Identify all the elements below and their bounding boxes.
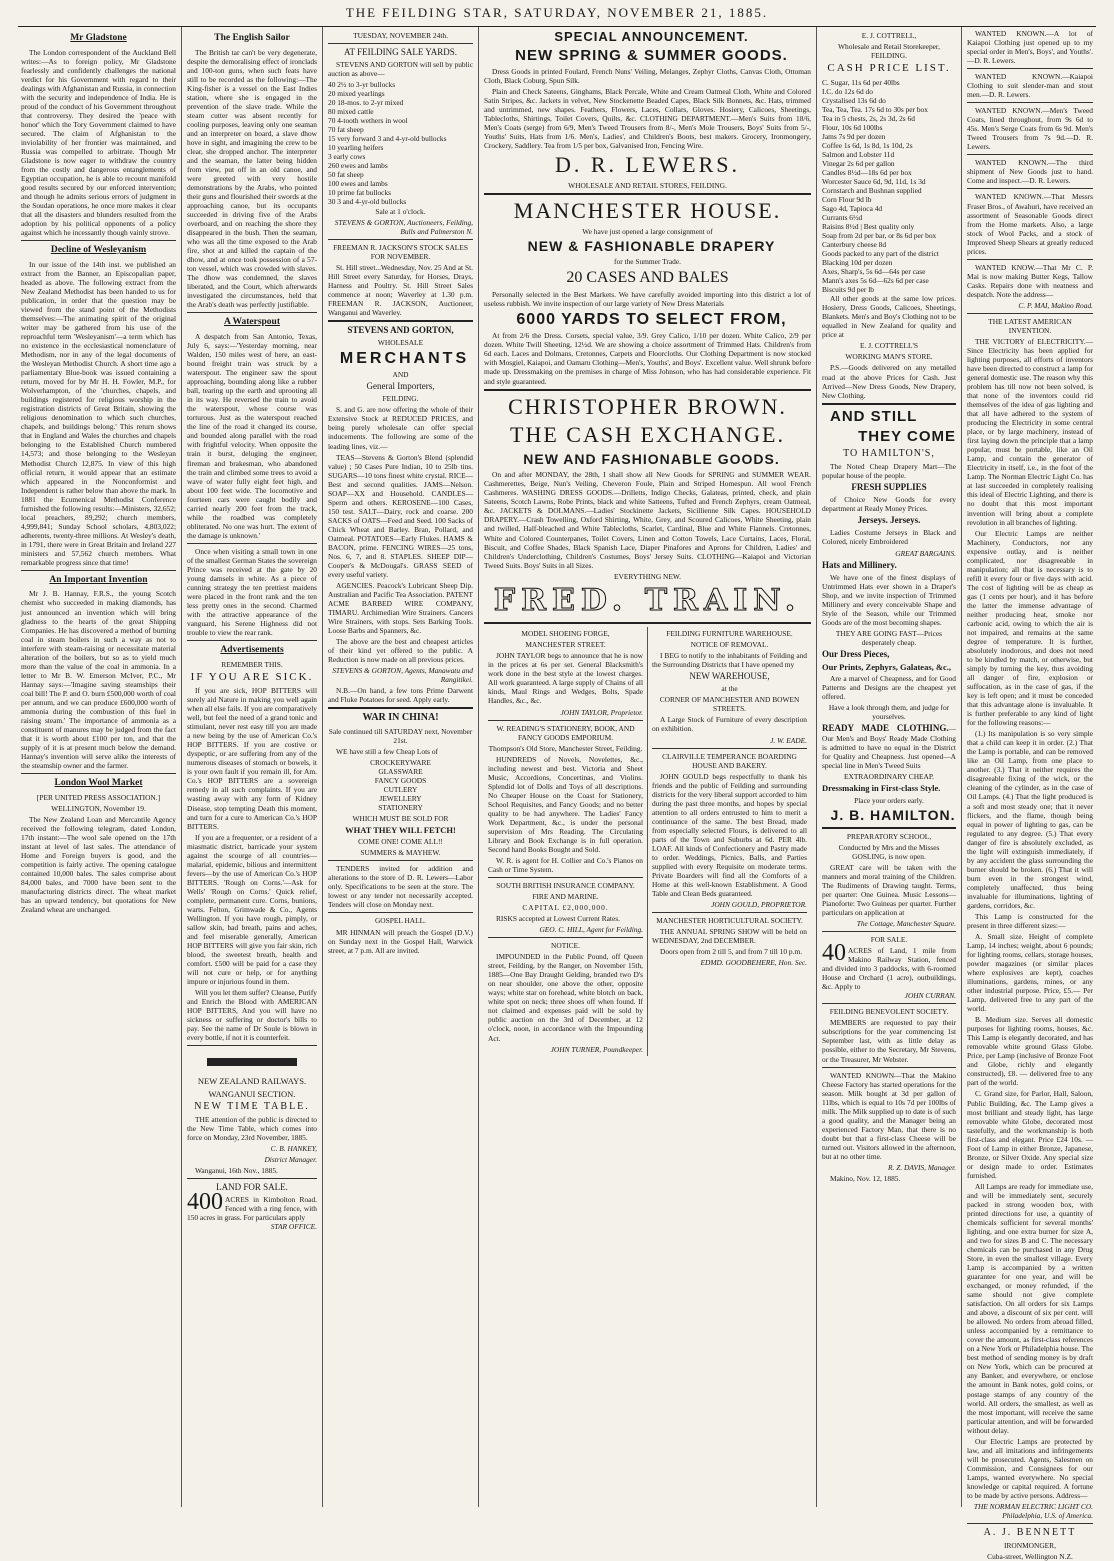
war-sale: Sale continued till SATURDAY next, November 21st. [328, 726, 473, 745]
divider [822, 827, 956, 829]
war-goods-item: GLASSWARE [378, 766, 423, 776]
gospel-notice: MR HINMAN will preach the Gospel (D.V.) on Sunday next in the Gospel Hall, Warwick street, at 7 p.m. All are invited. [328, 927, 473, 955]
jackson-text: St. Hill street...Wednesday, Nov. 25 And at St. Hill Street every Saturday, for Horses, Drays, Harness and Poultry. St. Hill Street Sales commence at noon; Waverley at 1.30 p.m. FREEMAN R. JACKSON, Auctioneer, Wanganui and Waverley. [328, 262, 473, 317]
column-6 [962, 27, 1098, 1561]
divider [187, 543, 317, 544]
war-goods-list [328, 758, 473, 812]
divider [484, 389, 811, 391]
jackson-title: FREEMAN R. JACKSON'S STOCK SALES FOR NOVEMBER. [333, 242, 468, 261]
electric-ordering: All Lamps are ready for immediate use, and will be immediately sent, securely packed in strong wooden box, with printed directions for use, a quantity of chemicals sufficient for several months' lighting, and one extra burner for size A, and two for sizes B and C. The necessary chemicals can be purchased in any Drug Store, in even the smallest village. Every Lamp is accompanied by a written guarantee for one year, and will be exchanged, or money refunded, if the same should not give complete satisfaction. On all orders for six Lamps and above, a discount of six per cent. will be allowed. No orders from abroad filled, unless accompanied by a remittance to cover the amount, as first-class references on a New York or Philadelphia house. The best method of sending money is by draft on New York, which can be procured at any Banker, and everywhere, or enclose the amount in Bank notes, gold coins, or postage stamps of any country of the world. All orders, the smallest, as well as the most important, will receive the same particular attention, and will be forwarded without delay. [967, 1181, 1093, 1435]
horticultural-secretary: EDMD. GOODBEHERE, Hon. Sec. [700, 958, 807, 968]
war-intro: WE have still a few Cheap Lots of [336, 746, 439, 756]
divider [822, 931, 956, 932]
insurance-capital: CAPITAL £2,000,000. [522, 903, 609, 913]
wanted-known-1: WANTED KNOWN.—A lot of Kaiapoi Clothing just opened up to my special order in Men's, Boys', and Youths'.—D. R. Lewers. [967, 29, 1093, 66]
divider [967, 68, 1093, 69]
warehouse-at: at the [721, 684, 738, 694]
cottrell-name: E. J. COTTRELL, [861, 31, 917, 40]
furniture-text: I BEG to notify to the inhabitants of Feilding and the Surrounding Districts that I have opened my [652, 651, 807, 670]
article-waterspout: A despatch from San Antonio, Texas, July 6, says:—'Yesterday morning, near Walden, 150 miles west of here, an east-bound freight train was struck by a waterspout. The engineer saw the spout approaching, bounding along like a rubber ball, tearing up the earth and uprooting all in its way. He reversed the train to avoid the waterspout, whose course was torturous. Just as the waterspout reached the line of the road it changed its course, and bounded along parallel with the road with frightful velocity. When opposite the train it burst, deluging the engineer, fireman and brakesman, who abandoned the train and climbed some trees to avoid a wave of water fully eight feet high, and about 100 feet wide. The locomotive and fourteen cars were caught bodily and carried nearly 200 feet from the track, while the roadbed was completely obliterated. No one was hurt. The extent of the damage is unknown.' [187, 332, 317, 540]
removal-notice: NOTICE OF REMOVAL. [690, 640, 769, 650]
war-goods-item: CUTLERY [383, 784, 418, 794]
cash-exchange-title: THE CASH EXCHANGE. [510, 422, 785, 448]
christopher-brown-title: CHRISTOPHER BROWN. [508, 393, 787, 419]
masthead: THE FEILDING STAR, SATURDAY, NOVEMBER 21, 1885. [18, 0, 1096, 27]
divider [328, 707, 473, 709]
merchants-wholesale: WHOLESALE [377, 337, 424, 347]
insurance-type: FIRE AND MARINE. [532, 892, 599, 902]
railways-date: Wanganui, 16th Nov., 1885. [195, 1166, 278, 1176]
price-item: Cornstarch and Bushnan supplied [822, 185, 922, 195]
land-sale-acres: 400 [187, 1189, 223, 1216]
cheese-factory-date: Makino, Nov. 12, 1885. [830, 1173, 901, 1183]
stock-item: 15 very forward 3 and 4-yr-old bullocks [328, 134, 447, 144]
manchester-yards: 6000 YARDS TO SELECT FROM, [516, 310, 787, 328]
sale-auctioneers: STEVENS & GORTON, Auctioneers, Feilding, Bulls and Palmerston N. [334, 217, 473, 236]
railways-notice: THE attention of the public is directed to the New Time Table, which comes into force on Monday, 23rd November, 1885. [187, 1115, 317, 1143]
manchester-season: for the Summer Trade. [614, 257, 681, 267]
war-goods-item: FANCY GOODS [374, 775, 427, 785]
stock-item: 260 ewes and lambs [328, 161, 388, 171]
hamiltons-title: TO HAMILTON'S, [843, 448, 935, 460]
gospel-title: GOSPEL HALL. [374, 916, 427, 926]
price-item: Goods packed to any part of the district [822, 249, 939, 259]
ready-made-title: READY MADE CLOTHING. [822, 723, 949, 734]
furniture-owner: J. W. EADE. [770, 735, 807, 745]
wool-source: [PER UNITED PRESS ASSOCIATION.] [36, 792, 161, 802]
divider [822, 1003, 956, 1004]
for-sale-acres: 40 [822, 940, 846, 967]
stock-item: 10 yearling heifers [328, 143, 384, 153]
sale-time: Sale at 1 o'clock. [375, 206, 426, 216]
impound-title: NOTICE. [551, 941, 580, 951]
divider [484, 193, 811, 195]
impound-keeper: JOHN TURNER, Poundkeeper. [550, 1044, 643, 1054]
price-item: Jams 7s 9d per dozen [822, 131, 886, 141]
war-goods-item: CROCKERYWARE [370, 757, 431, 767]
divider [21, 240, 176, 241]
price-item: I.C. do 12s 6d do [822, 86, 873, 96]
for-sale-text: ACRES of Land, 1 mile from Makino Railway Station, fenced and divided into 3 paddocks, with 6-roomed House and Orchard (1 acre), outbuildings, &c. Apply to [822, 946, 956, 992]
hamiltons-intro: The Noted Cheap Drapery Mart—The popular house of the people. [822, 462, 956, 481]
divider [488, 720, 643, 721]
hats-going-fast: THEY ARE GOING FAST—Prices desperately cheap. [835, 628, 943, 647]
reading-title: W. READING'S STATIONERY, BOOK, AND FANCY GOODS EMPORIUM. [496, 723, 635, 742]
cash-price-list-title: CASH PRICE LIST. [827, 62, 951, 75]
divider [328, 320, 473, 322]
horticultural-hours: Doors open from 2 till 5, and from 7 till 10 p.m. [660, 947, 803, 957]
divider [187, 640, 317, 641]
manchester-intro: We have just opened a large consignment of [582, 227, 713, 237]
special-announcement: SPECIAL ANNOUNCEMENT. [554, 29, 749, 44]
divider [967, 259, 1093, 260]
price-item: Raisins 8½d | Best quality only [822, 222, 915, 231]
divider [967, 154, 1093, 155]
price-item: Biscuits 9d per lb [822, 285, 874, 295]
manchester-text: Personally selected in the Best Markets. We have carefully avoided importing into this district a lot of useless rubbish. We invite inspection of our large variety of New Dress Materials [484, 289, 811, 308]
fashionable-goods-title: NEW AND FASHIONABLE GOODS. [523, 451, 780, 468]
stock-item: 70 4-tooth wethers in wool [328, 116, 408, 126]
forge-title: MODEL SHOEING FORGE, [521, 629, 610, 639]
land-sale-text: ACRES in Kimbolton Road. Fenced with a ring fence, with 150 acres in grass. For particulars apply [187, 1195, 317, 1223]
electric-size-c: C. Grand size, for Parlor, Hall, Saloon, Public Building, &c. The Lamp gives a most brilliant and steady light, has large removable white Globe, decorated most tastefully, and the workmanship is both first-class and elegant. Price £24 10s. — Foot of Lamp in either Bronze, Japanese, Bronze, or Silver Oxide. Any special size or design made to order. Estimates furnished. [967, 1089, 1093, 1180]
divider [822, 403, 956, 405]
price-item: Corn Flour 9d lb [822, 194, 872, 204]
ready-made-text: —Our Men's and Boys' Ready Made Clothing is admitted to have no equal in the District for Quality and Cheapness. Just opened—A special line in Men's Tweed Suits [822, 724, 956, 771]
article-sailor: The British tar can't be very degenerate, despite the demoralising effect of ironclads and 100-ton guns, when such feats have still to be recorded as the following:—The King-fisher is a vessel on the East Indies station, where she is engaged in the prevention of the slave trade. While the steam cutter was absent recently for cooling purposes, leaving only one seaman and an interpreter on board, a slave dhow hove in sight, and imagining the crew to be clear, she dropped anchor. The interpreter and the seaman, the latter being hidden from view, put off in an old canoe, and were greeted with very hostile demonstrations by the Arabs, who pointed their guns and flourished their swords at the approaching canoe, but its occupants succeeded in driving five of the Arabs overboard, and on reaching the shore they disappeared in the bush. Then the seaman, who was all the time exposed to the Arab fire, shot at and killed the captain of the dhow, and at once took possession of a 57-ton vessel, which was crowded with slaves. The dhow was condemned, the slaves liberated, and the Court, which afterwards investigated the circumstances, held that the Arab's death was perfectly justifiable. [187, 47, 317, 310]
dressmaking-title: Dressmaking in First-class Style. [822, 783, 941, 794]
merchants-importers: General Importers, [366, 381, 435, 392]
hop-bitters-title: IF YOU ARE SICK. [190, 670, 314, 683]
benevolent-text: MEMBERS are requested to pay their subscriptions for the year commencing 1st September last, with as little delay as possible, either to the Secretary, Mr Stevens, or the Treasurer, Mr Webster. [822, 1018, 956, 1064]
prints-title: Our Prints, Zephyrs, Galateas, &c., [822, 661, 951, 672]
train-icon [207, 1050, 297, 1072]
column-4 [479, 27, 817, 1507]
lewers-dress-goods: Dress Goods in printed Foulard, French Nuns' Veiling, Melanges, Zephyr Cloths, Canvas Cloth, Ottoman Cloth, Black Coburg, Spun Silk. [484, 67, 811, 86]
stock-item: 80 mixed cattle [328, 107, 374, 117]
christopher-brown-text: On and after MONDAY, the 28th, I shall show all New Goods for SPRING and SUMMER WEAR. Cashmerettes, Beige, Nun's Veiling, Cheveron Foule, Plain and Striped Homespun. All wool French Cashmeres. WASHING DRESS GOODS.—Drilletts, Indigo Checks, Galateas, printed, check, and plain Sateens, Scotch Lawns, Robe Prints, black and white Satteens, Tufted and French Zephyrs, cream Oatmeal, &c. JACKETS & DOLMANS.—Ladies' Stockinette Jackets, Sicillienne Silk Capes. HOUSEHOLD DRAPERY.—Crash Towelling, Oxford Shirting, White, Grey, and Scoured Calicoes, White Sheeting, plain and twilled, Half-bleached and White Tablecloths, Scarlet, Cardinal, Blue and White Flannels. Cretonnes, White and Colored Counterpanes, Toilet Covers, Linen and Cotton Towels, Lace Curtains, Laces, Floral, Biscuit, and Coffee Shades, Black Spanish Lace, Diaper Pinafores and Aprons for Children, Ladies' and Children's Underclothing, Children's Costumes, Boys' Jersey Suits. CLOTHING—Kaiapoi and Victorian Tweed Suits. Boys' Suits in all Sizes. [484, 470, 811, 570]
electric-size-a: A. Small size. Height of complete Lamp, 14 inches; weight, about 6 pounds; for lighting rooms, cellars, storage houses, powder magazines (or similar places where explosives are kept), coaches illuminations, gardens, mines, or any other industrial purpose. Price, £5.— Per Lamp, delivered free to any part of the world. [967, 931, 1093, 1014]
price-item: Canterbury cheese 8d [822, 240, 887, 250]
article-invention: Mr J. B. Hannay, F.R.S., the young Scotch chemist who succeeded in making diamonds, has just announced an invention which will bring gladness to the hearts of the great Shipping Companies. He has discovered a method of burning coal in steam boilers in such a way as not to interfere with steam-raising or necessitate material alteration of the boilers, but so as to yield much more than the value of the coal in ammonia. In a letter to Mr B. W. Emerson McIver, P.C., Mr Hannay says:—'Imagine saving steamships their coal bill! The P. and O. burn £500,000 worth of coal per annum, and we can produce £600,000 worth of ammonia during the combustion of this fuel in raising steam.' The importance of ammonia as a constituent of manures may be judged from the fact that it is worth about £100 per ton, and that the supply of it is at present much below the demand. Hannay's invention will serve alike the interests of the steamship owner and the farmer. [21, 589, 176, 771]
stock-item: 100 ewes and lambs [328, 179, 388, 189]
stock-item: 50 fat sheep [328, 170, 364, 180]
merchants-lines: TEAS—Stevens & Gorton's Blend (splendid value) ; 50 Cases Pure Indian, 10 to 25lb tins. SUGARS—10 tons finest white crystal. RICE—Best and second qualities. JAMS—Nelson. SOAP—XX and Household. CANDLES—Sperm and others. KEROSENE—100 Cases, 150 test. SALT—Dairy, rock and coarse. 200 SACKS of OATS—Feed and Seed. 100 Sacks of Chick Wheat and Barley. Bran, Pollard, and Oatmeal. POTATOES—Early Flukes. HAMS & BACON, prime. FENCING WIRES—25 tons, Nos. 6, 7, and 8. STAPLES. SHEEP DIP—Cooper's & McDougal's. GRASS SEED of every useful variety. [328, 452, 473, 579]
stock-item: 20 18-mos. to 2-yr mixed [328, 98, 404, 108]
bennett-address: Cuba-street, Wellington N.Z. [987, 1552, 1073, 1561]
divider [328, 912, 473, 913]
spring-summer-title: NEW SPRING & SUMMER GOODS. [515, 46, 788, 64]
stock-item: 20 mixed yearlings [328, 89, 385, 99]
benevolent-title: FEILDING BENEVOLENT SOCIETY. [829, 1007, 949, 1017]
manchester-cases: 20 CASES AND BALES [566, 269, 729, 287]
divider [652, 912, 807, 913]
prints-text: Are a marvel of Cheapness, and for Good Patterns and Designs are the cheapest yet offered. [822, 674, 956, 702]
divider [328, 860, 473, 861]
price-item: Sago 4d, Tapioca 4d [822, 203, 883, 213]
school-title: PREPARATORY SCHOOL, [846, 831, 932, 841]
price-item: Candles 8½d—18s 6d per box [822, 167, 912, 177]
price-item: Tea in 5 chests, 2s, 2s 3d, 2s 6d [822, 113, 915, 123]
they-come-title: THEY COME [858, 427, 956, 445]
price-item: Soap from 2d per bar, or 8s 6d per box [822, 231, 937, 241]
cheese-factory-manager: R. Z. DAVIS, Manager. [888, 1162, 956, 1172]
column-3 [323, 27, 479, 1507]
column-1 [16, 27, 182, 1507]
heading-gladstone: Mr Gladstone [70, 33, 127, 43]
electric-title: THE LATEST AMERICAN INVENTION. [988, 316, 1072, 335]
ready-made-cheap: EXTRAORDINARY CHEAP. [843, 772, 935, 782]
divider [822, 1067, 956, 1068]
heading-waterspout: A Waterspout [223, 317, 281, 328]
bennett-trade: IRONMONGER, [1004, 1541, 1056, 1551]
for-sale-contact: JOHN CURRAN. [904, 991, 956, 1001]
divider [21, 773, 176, 774]
price-item: Coffee 1s 6d, 1s 8d, 1s 10d, 2s [822, 140, 913, 150]
cottrell-store: E. J. COTTRELL'S [860, 341, 918, 351]
reading-text: HUNDREDS of Novels, Novelettes, &c., including newest and best. Victoria and Sheet Music, Accordions, Concertinas, and Violins. Splendid lot of Dolls and Toys of all descriptions. No Cheaper House on the Coast for Stationery, School Requisites, and Fancy Goods; and no better quality to be had anywhere. The Ladies' Fancy Work Department, &c., is under the personal supervision of Mrs Reading. The Circulating Library and Book Exchange is in full operation. Second hand Books Bought and Sold. [488, 754, 643, 854]
bennett-name: A. J. BENNETT [983, 1526, 1077, 1538]
hop-bitters-text-1: If you are sick, HOP BITTERS will surely aid Nature in making you well again when all else fails. If you are comparatively well, but feel the need of a grand tonic and stimulant, never rest easy till you are made a new being by the use of American Co.'s HOP BITTERS. If you are costive or dyspeptic, or are suffering from any of the numerous diseases of stomach or bowels, it is your own fault if you remain ill, for Am. Co.'s HOP BITTERS are a sovereign remedy in all such complaints. If you are wasting away with any form of Kidney Disease, stop tempting Death this moment, and turn for a cure to American Co.'s HOP BITTERS. [187, 686, 317, 831]
and-still-title: AND STILL [830, 407, 918, 425]
hamilton-name: J. B. HAMILTON. [830, 806, 956, 823]
price-item: Currants 6½d [822, 212, 863, 222]
hats-title: Hats and Millinery. [822, 559, 897, 570]
divider [488, 877, 643, 878]
wanted-known-6: WANTED KNOW.—That Mr C. P. Mai is now making Butter Kegs, Tallow Casks. Repairs done with neatness and despatch. Note the address— [967, 262, 1093, 299]
divider [967, 1523, 1093, 1524]
merchants-offer: S. and G. are now offering the whole of their Extensive Stock at REDUCED PRICES, and being purely wholesale can offer special inducements. The following are some of the leading lines, viz.— [328, 405, 473, 451]
merchants-title: MERCHANTS [339, 349, 470, 367]
tenders-notice: TENDERS invited for addition and alterations to the store of D. R. Lewers—Labor only. Specifications to be seen at the store. The lowest or any tender not necessarily accepted. Tenders will close on Monday next. [328, 864, 473, 910]
price-item: Blacking 10d per dozen [822, 258, 893, 268]
new-warehouse: NEW WAREHOUSE, [689, 671, 770, 682]
hop-bitters-remember: REMEMBER THIS. [221, 659, 283, 669]
reading-agent: W. R. is agent for H. Collier and Co.'s Pianos on Cash or Time System. [488, 855, 643, 874]
manchester-drapery: NEW & FASHIONABLE DRAPERY [527, 238, 776, 255]
school-address: The Cottage, Manchester Square. [856, 919, 956, 929]
article-wesleyanism: In our issue of the 14th inst. we published an extract from the Banner, an Episcopalian paper, headed as above. The following extract from the New Zealand Methodist has been handed to us for publication, in order that the question may be viewed from the stand point of the Methodists themselves:—The animating spirit of the original writer may be gathered from his use of the reproachful term 'Wesleyanism'—a term which has no existence in the ecclesiastical nomenclature of Methodism, nor in any of the legal documents of the Wesleyan Methodist Church. A short time ago a parliamentary Blue-book was issued containing a return, moved for by Mr H. H. Fowler, M.P., for Wolverhampton, of the 'churches, chapels, and buildings registered for religious worship in the registration districts of Great Britain, showing the religious denomination to which such churches, chapels, and buildings belong.' This return shows that in England and Wales the churches and chapels belonging to the Established Church numbered 14,573; and those belonging to the Wesleyan Methodist Church 12,875. In view of this high official return, it would appear that an estimate which appeared in the Nonconformist and Independent is rather below than above the mark. In 1881 the Ecumenical Methodist Conference furnished the following results:—Ministers, 32,652; local preachers, 89,292; church members, 4,999,841; Sunday School scholars, 4,803,022; adherents, twenty-three millions. At Wesley's death, in 1791, there were in Great Britain and Ireland 227 ministers and 57,562 church members. What remarkable progress since that time! [21, 259, 176, 567]
clairville-owner: JOHN GOULD, PROPRIETOR. [711, 900, 807, 910]
manchester-details: At from 2/6 the Dress. Corsets, special value, 3/9. Grey Calico, 1/10 per dozen. White Calico, 2/9 per dozen. White Twill Sheeting, 12½d. We are showing a choice assortment of Trimmed Hats. Children's from 6d each. Laces and Dolmans, Cretonnes, Carpets and Floorcloths. Our Clothing Department is now stocked with Mosgiel, Kaiapoi, and Oamaru Clothing—Men's, Youths', and Boys'. Excellent value. Well shrunk before made up. Dressmaking on the premises in charge of Miss Johnson, who has had considerable experience. Fit and style guaranteed. [484, 331, 811, 386]
railways-section: WANGANUI SECTION. [208, 1088, 296, 1099]
stock-item: 40 2½ to 3-yr bullocks [328, 80, 396, 90]
lewers-goods-list: Plain and Check Sateens, Ginghams, Black Percale, White and Cream Oatmeal Cloth, White and Colored Satin Stripes, &c. Jackets in velvet, New Stockenette Beaded Capes, Black Silk Bonnets, &c. Hats, trimmed and untrimmed, new shapes. Feathers, Flowers, Laces, Collars, Gloves. Hosiery, Calicoes, Sheetings, Tablecloths, Shirtings, Toilet Covers, Quilts, &c. CLOTHING DEPARTMENT.—Men's Suits from 18/6, Men's Coats (serge) from 6/9, Men's Tweed Trousers from 8/-, Men's Mole Trousers, Boys' Suits from 5/-, Youths' Suits, Hats from 1/6. Men's, Ladies', and Children's Boots, best makers. Grocery, Ironmongery, Crockery, Saddlery. Tea from 1/5 per box, Galvanised Iron, Fencing Wire. [484, 87, 811, 151]
divider [967, 313, 1093, 314]
sale-venue: AT FEILDING SALE YARDS. [343, 47, 457, 58]
divider [652, 748, 807, 749]
price-item: Worcester Sauce 6d, 9d, 11d, 1s 3d [822, 176, 926, 186]
school-conductors: Conducted by Mrs and the Misses GOSLING, is now open. [838, 842, 940, 861]
divider [488, 937, 643, 938]
merchants-nb: N.B.—On hand, a few tons Prime Darwent and Fluke Potatoes for seed. Apply early. [328, 686, 473, 705]
divider [484, 622, 811, 624]
for-sale-title: FOR SALE. [870, 935, 908, 945]
wanted-known-4: WANTED KNOWN.—The third shipment of New Goods just to hand. Come and inspect.—D. R. Lewers. [967, 158, 1093, 186]
fresh-supplies-title: FRESH SUPPLIES [851, 482, 927, 493]
merchants-name: STEVENS AND GORTON, [347, 324, 454, 335]
electric-company: THE NORMAN ELECTRIC LIGHT CO. Philadelphia, U.S. of America. [973, 1501, 1093, 1520]
cottrell-working-man: WORKING MAN'S STORE. [845, 352, 933, 362]
furniture-stock: A Large Stock of Furniture of every description on exhibition. [652, 715, 807, 734]
wanted-known-2: WANTED KNOWN.—Kaiapoi Clothing to suit slender-man and stout men.—D. R. Lewers. [967, 72, 1093, 100]
merchants-agents: STEVENS & GORTON, Agents, Manawatu and Rangitikei. [332, 666, 473, 685]
stock-item: 3 early cows [328, 152, 366, 162]
cheese-factory-text: WANTED KNOWN—That the Makino Cheese Factory has started operations for the season. Milk bought at 3d per gallon of 11lbs, which is equal to 10s 7d per 100lbs of milk. The Milk supplied up to date is of such a good quality, and the Manager being an experienced Factory Man, that there is no doubt but that a first-class Cheese will be turned out. Visitors allowed in the afternoon, but at no other time. [822, 1070, 956, 1161]
war-title: WAR IN CHINA! [362, 712, 439, 724]
divider [21, 570, 176, 571]
price-item: Axes, Sharp's, 5s 6d—64s per case [822, 267, 926, 277]
electric-size-b: B. Medium size. Serves all domestic purposes for lighting rooms, houses, &c. This Lamp is elegantly decorated, and has removable white ground Glass Globe. Price, per Lamp (inclusive of Bronze Foot and Globe, richly and elegantly constructed), £8. — delivered free to any part of the world. [967, 1015, 1093, 1088]
heading-invention: An Important Invention [49, 574, 148, 585]
warehouse-corner: CORNER OF MANCHESTER AND BOWEN STREETS. [659, 695, 800, 714]
heading-wool-market: London Wool Market [54, 778, 143, 789]
column-5 [817, 27, 962, 1507]
railways-title: NEW ZEALAND RAILWAYS. [197, 1076, 307, 1087]
wanted-known-6-address: C. P. MAI, Makino Road. [1018, 300, 1093, 310]
forge-owner: JOHN TAYLOR, Proprietor. [560, 707, 643, 717]
electric-agents: Our Electric Lamps are protected by law, and all imitations and infringements will be prosecuted. Agents, Salesmen on Commission, and Consignees for our Lamps, wanted everywhere. No special knowledge or capital required. A fortune to be made by active persons. Address— [967, 1436, 1093, 1500]
jerseys-text: Ladies Costume Jerseys in Black and Colored, nicely Embroidered [822, 528, 956, 547]
article-german-prince: Once when visiting a small town in one of the smallest German States the sovereign Prince was received at the gate by 20 young damsels in white. As a piece of cunning strategy the ten prettiest maidens were placed in the front rank and the ten less pretty ones in the second. Charmed with the attractive appearance of the vanguard, his Serene Highness did not trouble to view the rear rank. [187, 546, 317, 638]
everything-new: EVERYTHING NEW. [613, 571, 682, 581]
sale-date: TUESDAY, NOVEMBER 24th. [353, 31, 448, 40]
war-sellers: SUMMERS & MAYHEW. [360, 848, 441, 858]
jerseys-bargains: GREAT BARGAINS. [895, 548, 956, 558]
price-item: Mann's axes 5s 6d—62s 6d per case [822, 276, 929, 286]
price-item: Salmon and Lobster 11d [822, 149, 895, 159]
railways-role: District Manager. [264, 1155, 317, 1165]
manchester-house-title: MANCHESTER HOUSE. [513, 198, 782, 224]
reading-address: Thompson's Old Store, Manchester Street, Feilding. [488, 743, 643, 753]
insurance-text: RISKS accepted at Lowest Current Rates. [496, 914, 620, 924]
stock-item: 10 prime fat bullocks [328, 188, 392, 198]
war-goods-item: JEWELLERY [379, 793, 422, 803]
furniture-title: FEILDING FURNITURE WAREHOUSE. [666, 629, 793, 639]
jerseys-title: Jerseys. Jerseys. [857, 515, 921, 526]
wanted-known-3: WANTED KNOWN.—Men's Tweed Coats, lined throughout, from 9s 6d to 45s. Men's Serge Coats from 6s 9d. Men's Tweed Trousers from 7s 9d.—D. R. Lewers. [967, 106, 1093, 152]
heading-sailor: The English Sailor [214, 33, 290, 43]
divider [328, 43, 473, 44]
war-goods-item: STATIONERY [378, 802, 423, 812]
stock-item: 70 fat sheep [328, 125, 364, 135]
price-list [822, 78, 956, 295]
horticultural-title: MANCHESTER HORTICULTURAL SOCIETY. [656, 916, 803, 926]
heading-wesleyanism: Decline of Wesleyanism [50, 245, 147, 256]
war-fetch: WHAT THEY WILL FETCH! [345, 824, 456, 835]
lewers-stores: WHOLESALE AND RETAIL STORES, FEILDING. [568, 181, 727, 191]
hop-bitters-text-2: If you are a frequenter, or a resident of a miasmatic district, barricade your system against the scourge of all countries—malarial, epidemic, bilious and intermittent fevers—by the use of American Co.'s HOP BITTERS. 'Rough on Corns.'—Ask for Wells' 'Rough on Corns.' Quick relief, complete, permanent cure. Corns, bunions, warts. Felton, Grimwade & Co., Agents Wellington. If you have rough, pimply, or sallow skin, bad breath, pains and aches, and feel miserable generally, American HOP BITTERS will give you fair skin, rich blood, the sweetest breath, health and comfort. £500 will be paid for a case they will not cure or help, or for anything impure or injurious found in them. [187, 832, 317, 987]
cottrell-role: Wholesale and Retail Storekeeper, FEILDING. [838, 42, 940, 61]
merchants-town: FEILDING. [382, 394, 419, 404]
clairville-title: CLAIRVILLE TEMPERANCE BOARDING HOUSE AND BAKERY. [662, 751, 797, 770]
lewers-name: D. R. LEWERS. [554, 152, 741, 178]
horticultural-show: THE ANNUAL SPRING SHOW will be held on WEDNESDAY, 2nd DECEMBER. [652, 927, 807, 946]
price-item: C. Sugar, 11s 6d per 40lbs [822, 77, 900, 87]
divider [187, 312, 317, 313]
column-2 [182, 27, 323, 1507]
impound-text: IMPOUNDED in the Public Pound, off Queen street, Feilding, by the Ranger, on November 15th, 1885—One Bay Draught Gelding, branded two D's on near shoulder, one above the other, opposite ways; white star on forehead, white blotch on back, white spot on neck; three shoes off when found. If not claimed and expenses paid will be sold by public auction on the 3rd of December, at 12 o'clock, noon, in accordance with the Impounding Act. [488, 952, 643, 1043]
stock-item: 30 3 and 4-yr-old bullocks [328, 197, 407, 207]
dress-pieces-title: Our Dress Pieces, [822, 648, 890, 659]
article-gladstone: The London correspondent of the Auckland Bell writes:—As to foreign policy, Mr Gladstone fearlessly and confidently challenges the national verdict for his Government with regard to their dealings with Afghanistan and Russia, in connection with the security and independence of India. He is proud of the conduct of his Government throughout that controversy. They desired the 'peace with honor' which the Tory Government claimed to have secured. The claim of Afghanistan to the inviolability of her frontier was maintained, and Russia was compelled to arbitrate. Though Mr Gladstone is now eager to withdraw the country from the costly and dangerous entanglements of Egyptian occupation, he is able to recount manifold good results secured by our enforced intervention; and though he admits serious errors of judgment in the Soudan operations, he once more makes it clear that all the disasters and blunders resulted from the adoption by his political opponents of a policy against which he incessantly though vainly strove. [21, 47, 176, 238]
divider [967, 102, 1093, 103]
divider [187, 1178, 317, 1179]
land-sale-title: LAND FOR SALE. [216, 1182, 288, 1193]
price-item: Crystalised 13s 6d do [822, 95, 886, 105]
school-text: GREAT care will be taken with the manners and moral training of the Children. The Rudiments of Drawing taught. Terms, per quarter: One Guinea. Music Lessons—Pianoforte: Two Guineas per quarter. Further particulars on application at [822, 862, 956, 918]
hats-text: We have one of the finest displays of Untrimmed Hats ever shown in a Draper's Shop, and we invite inspection of Trimmed Millinery and every conceivable Shape and Style of the Season, while our Trimmed Goods are of the most becoming shapes. [822, 572, 956, 627]
merchants-and: AND [392, 370, 409, 380]
hop-bitters-text-3: Will you let them suffer? Cleanse, Purify and Enrich the Blood with AMERICAN HOP BITTERS, And you will have no sickness or suffering or doctor's bills to pay. See the name of Dr Soule is blown in every bottle, if not it is counterfeit. [187, 988, 317, 1043]
clairville-text: JOHN GOULD begs respectfully to thank his friends and the public of Feilding and surrounding districts for the very liberal support accorded to him during the past three months, and hopes by special attention to all orders entrusted to him to merit a continuance of the same. The best Bread, made from especially selected Flours, is delivered to all parts of the Town and Suburbs at 6d. PER 4lb. LOAF. All kinds of Confectionery and Pastry made to order. Weddings, Picnics, Balls, and Parties supplied with every Requisite on moderate terms. Private Boarders will find all the Comforts of a Home at this well-known Establishment. A Good Table and Clean Beds guaranteed. [652, 771, 807, 898]
land-sale-contact: STAR OFFICE. [270, 1222, 317, 1232]
prints-look: Have a look through them, and judge for yourselves. [828, 703, 950, 722]
sale-intro: STEVENS AND GORTON will sell by public auction as above— [328, 60, 473, 79]
divider [967, 188, 1093, 189]
forge-street: MANCHESTER STREET. [525, 640, 606, 650]
divider [187, 1045, 317, 1046]
cottrell-ps: P.S.—Goods delivered on any metalled road at the above Prices for Cash. Just Arrived—New Dress Goods, New Drapery, New Clothing. [822, 363, 956, 400]
price-item: Tea, Tea, Tea. 17s 6d to 30s per box [822, 104, 928, 114]
price-item: Flour, 10s 6d 100lbs [822, 122, 883, 132]
article-wool-market: The New Zealand Loan and Mercantile Agency received the following telegram, dated London, 17th instant:—The wool sale opened on the 17th instant at level of last sales. The attendance of Home and Foreign buyers is good, and the competition is fairly active. The opening catalogue contained 10,000 bales. The sales comprise about 84,000 bales, and 7000 have been sent to the manufacturing districts direct. The wheat market has an upward tendency, but quotations for New Zealand wheat are unchanged. [21, 814, 176, 915]
insurance-title: SOUTH BRITISH INSURANCE COMPANY. [496, 881, 635, 891]
forge-text: JOHN TAYLOR begs to announce that he is now in the prices at 6s per set. General Blacksmith's work done in the best style at the lowest charges. All work guaranteed. A large supply of Chains of all kinds, Maul Rings and Wedges, Bolts, Spade Handles, &c., &c. [488, 651, 643, 706]
electric-reasons: (1.) Its manipulation is so very simple that a child can keep it in order. (2.) That the Lamp is portable, and can be removed like an Oil Lamp, from one place to another. (3.) That it neither requires the disagreeable fixing of the wick, or the cleaning of the cylinder, as in the case of Oil Lamps. (4.) That the light produced is a soft and most steady one; that it never flickers, and the flame, though being equal in power of lighting to gas, can be regulated to any degree. (5.) That every danger of fire is absolutely excluded, as the light will extinguish immediately, if by any accident the glass surrounding the burner should be broken. (6.) That it will burn even in the strongest wind, completely unaffected, thus being invaluable for illuminations, lighting of gardens, corridors, &c. [967, 729, 1093, 910]
electric-sizes-intro: This Lamp is constructed for the present in three different sizes:— [967, 911, 1093, 930]
war-must-sell: WHICH MUST BE SOLD FOR [352, 813, 449, 823]
war-come: COME ONE! COME ALL!! [358, 837, 443, 847]
wool-dateline: WELLINGTON, November 19. [51, 803, 146, 813]
wanted-known-5: WANTED KNOWN.—That Messrs Fraser Bros., of Awahuri, have received an assortment of Seasonable Goods direct from the Home markets. Also, a large stock of Wool Packs, and a stock of Improved Sheep Shears at greatly reduced prices. [967, 192, 1093, 256]
railways-timetable: NEW TIME TABLE. [194, 1101, 310, 1113]
electric-benefits: Our Electric Lamps are neither Machinery, Conductors, nor any expensive outlay, and is neither complicated, nor disagreeable in manipulation; all that is necessary is to refill it every four or five days with acid. The cost of lighting will be as cheap as gas (1 cents per hour), and it has before the latter the immense advantage of neither producing heat, smoke nor carbonic acid, owing to which the air is not impaired, and remains at the same degree of temperature. It is further, absolutely inodorous, and does not need to be kindled by match, or otherwise, but simply by turning the key, thus avoiding all danger of fire, explosion or suffocation, as in the case of gas, if the key is left open; and it must be conceded that this advantage alone is invaluable. It is further preferable to any kind of light for the following reasons:— [967, 528, 1093, 728]
electric-intro: THE VICTORY of ELECTRICITY.—Since Electricity has been applied for lighting purposes, all efforts of inventors have been directed to construct a lamp for general domestic use. The reason why this problem has till now not been solved, is that none of the inventors could rid themselves of the idea of gas lighting and that all have adhered to the system of producing the Electricity in some central place, or by large machinery, instead of first laying down the principle that a lamp popular, must be portable, like an Oil Lamp, and contain the generator of Electricity in itself, i.e., in the foot of the Lamp. The Norman Electric Light Co. has at last succeeded in completely realising this ideal of Electric Lighting, and there is no doubt that this most important invention will bring about a complete revolution in all branches of lighting. [967, 336, 1093, 527]
divider [328, 239, 473, 240]
heading-advertisements: Advertisements [220, 645, 284, 656]
merchants-agencies: AGENCIES. Peacock's Lubricant Sheep Dip. Australian and Pacific Tea Association. PATENT ACME BARBED WIRE COMPANY, TIMARU. Archimedian Wire Strainers. Cancers Wire Strainers, with stops. Sets Barking Tools. Loose Barbs and Spanners, &c. [328, 580, 473, 636]
insurance-agent: GEO. C. HILL, Agent for Feilding. [539, 925, 643, 935]
railways-signatory: C. B. HANKEY, [270, 1144, 317, 1154]
fred-train-title: FRED. TRAIN. [493, 582, 802, 618]
merchants-note: The above are the best and cheapest articles of their kind yet offered to the public. A Reduction is now made on all previous prices. [328, 637, 473, 665]
stock-list [328, 80, 473, 206]
price-item: Vinegar 2s 6d per gallon [822, 158, 895, 168]
fresh-supplies-text: of Choice New Goods for every department at Ready Money Prices. [822, 495, 956, 514]
cottrell-other-goods: All other goods at the same low prices. Hosiery, Dress Goods, Calicoes, Sheetings, Blankets. Men's and Boy's Clothing not to be equalled in New Zealand for quality and price at [822, 294, 956, 340]
dressmaking-orders: Place your orders early. [854, 795, 924, 805]
